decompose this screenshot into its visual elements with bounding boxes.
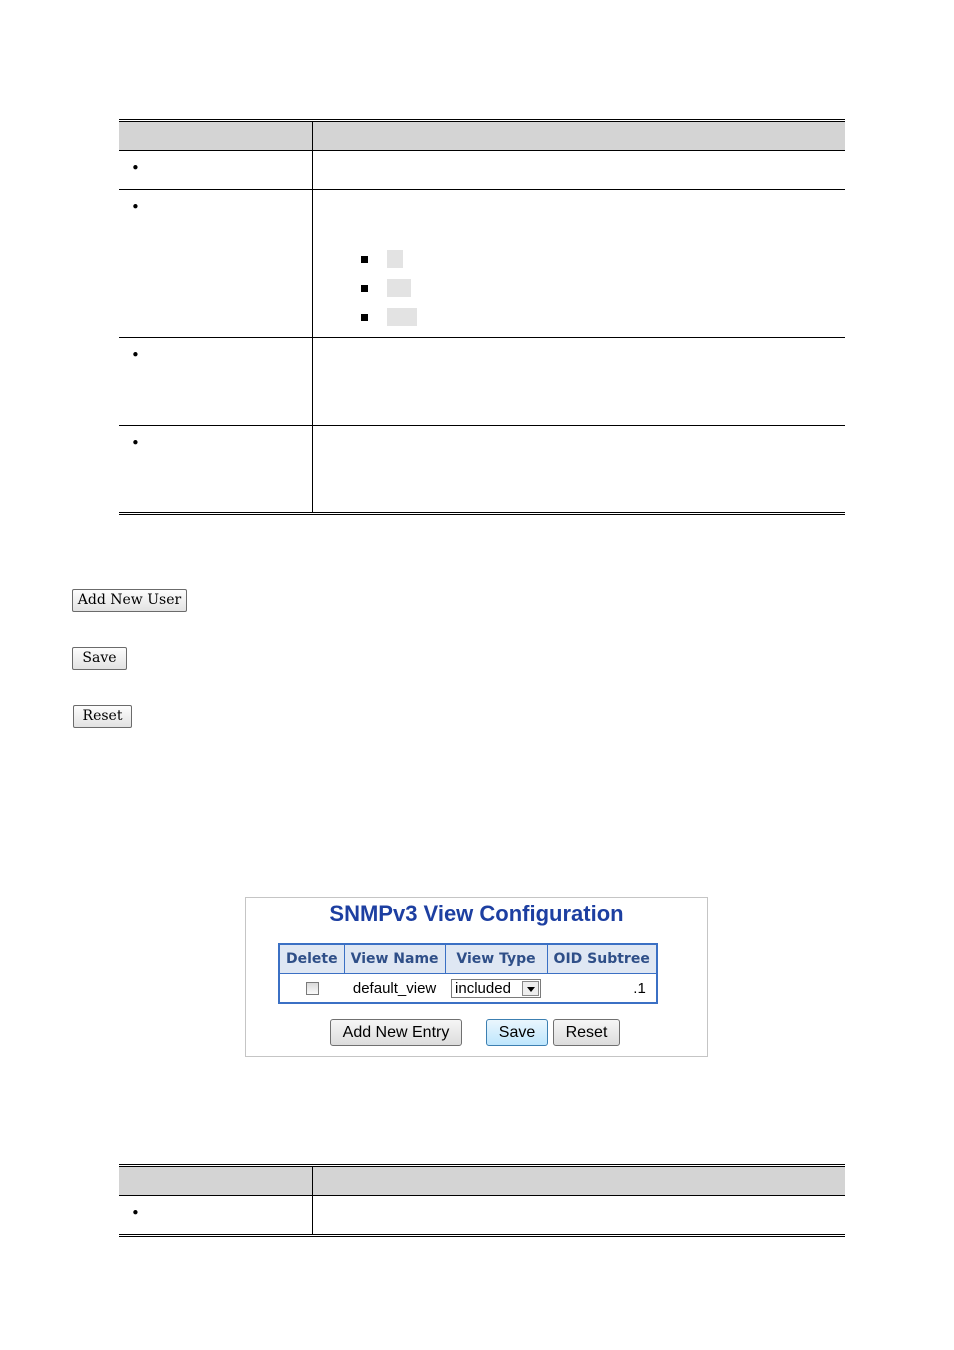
panel-title: SNMPv3 View Configuration — [329, 901, 624, 926]
square-bullet-icon — [361, 314, 368, 321]
option-chip — [387, 279, 411, 297]
table-row — [119, 190, 845, 338]
description-column-header — [313, 121, 846, 151]
bullet: • — [131, 434, 140, 452]
bullet: • — [131, 1204, 140, 1222]
panel-save-button[interactable]: Save — [486, 1019, 548, 1046]
parameter-table-1 — [119, 119, 845, 515]
view-type-select[interactable] — [451, 979, 541, 998]
bullet: • — [131, 159, 140, 177]
table-row — [119, 1196, 845, 1236]
table-row — [119, 426, 845, 514]
oid-subtree-cell: .1 — [633, 979, 646, 997]
panel-reset-button[interactable]: Reset — [553, 1019, 620, 1046]
reset-button[interactable]: Reset — [73, 705, 132, 728]
table-header-row — [119, 121, 845, 151]
object-column-header — [119, 121, 313, 151]
list-item — [361, 250, 845, 279]
option-chip — [387, 250, 403, 268]
option-chip — [387, 308, 417, 326]
view-type-selected-value: included — [455, 979, 511, 997]
option-list — [313, 190, 845, 337]
view-table-header — [279, 944, 657, 974]
view-name-cell: default_view — [352, 979, 437, 997]
table-header-row — [119, 1166, 845, 1196]
description-column-header — [313, 1166, 846, 1196]
bullet: • — [131, 346, 140, 364]
chevron-down-icon[interactable] — [522, 981, 539, 996]
view-name-column-header: View Name — [344, 944, 445, 974]
add-new-user-button[interactable]: Add New User — [72, 589, 187, 612]
table-row — [279, 974, 657, 1004]
square-bullet-icon — [361, 285, 368, 292]
square-bullet-icon — [361, 256, 368, 263]
table-row — [119, 338, 845, 426]
list-item — [361, 279, 845, 308]
save-button[interactable]: Save — [72, 647, 127, 670]
delete-column-header: Delete — [279, 944, 344, 974]
object-column-header — [119, 1166, 313, 1196]
table-row — [119, 151, 845, 190]
list-item — [361, 308, 845, 337]
oid-subtree-column-header: OID Subtree — [547, 944, 657, 974]
view-type-column-header: View Type — [445, 944, 547, 974]
snmpv3-view-configuration-panel — [245, 897, 708, 1057]
delete-checkbox[interactable] — [306, 982, 319, 995]
bullet: • — [131, 198, 140, 216]
parameter-table-2 — [119, 1164, 845, 1237]
add-new-entry-button[interactable]: Add New Entry — [330, 1019, 462, 1046]
view-table — [278, 943, 658, 1004]
